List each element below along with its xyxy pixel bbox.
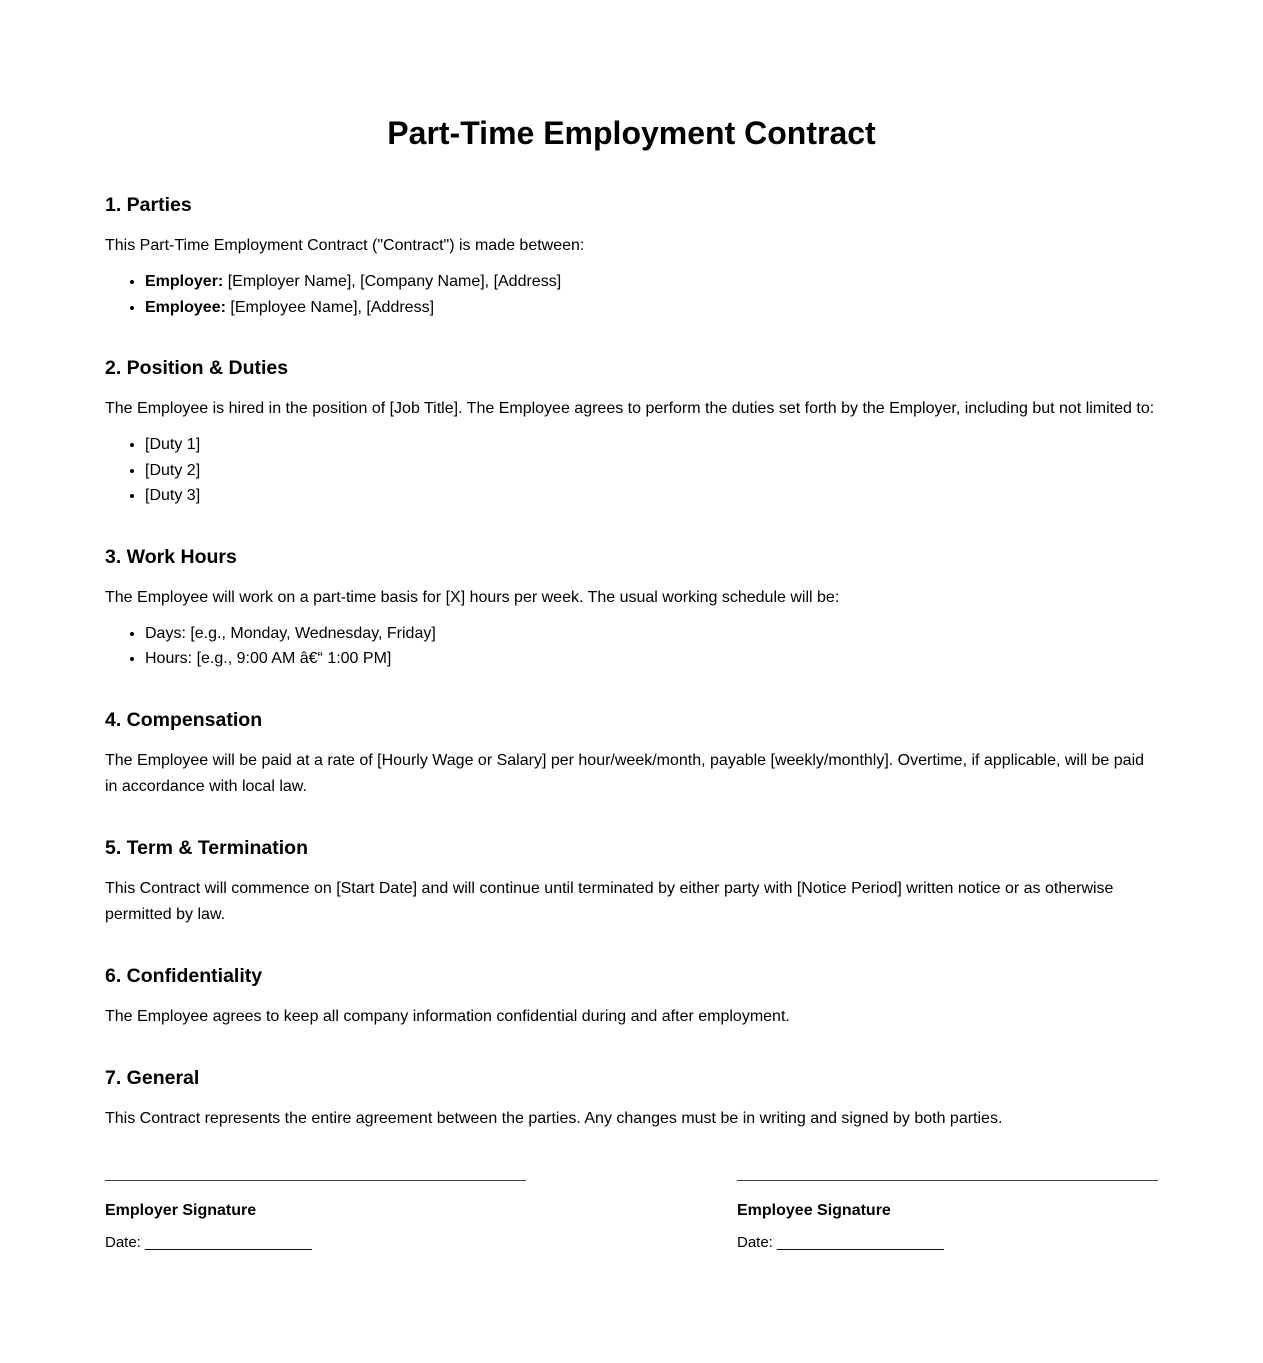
section-paragraph: The Employee will be paid at a rate of [Hourly Wage or Salary] per hour/week/month, payable [weekly/monthly]. Overtime, if applicable, will be paid in accordance with local law. (105, 751, 1145, 795)
employee-date-field: Date: ____________________ (737, 1233, 944, 1251)
section-heading: 3. Work Hours (105, 545, 237, 568)
employer-label: Employer: (145, 273, 224, 290)
list-item: • Days: [e.g., Monday, Wednesday, Friday] (145, 621, 1158, 647)
employer-signature-label: Employer Signature (105, 1201, 257, 1219)
list-item: • [Duty 1] (145, 432, 1158, 458)
section-work-hours (105, 545, 1158, 672)
section-compensation (105, 708, 1158, 800)
section-confidentiality (105, 964, 1158, 1030)
list-item: • [Duty 2] (145, 458, 1158, 484)
employer-value: [Employer Name], [Company Name], [Address] (223, 273, 562, 290)
signature-row (105, 1180, 1158, 1253)
parties-list (105, 269, 1158, 320)
section-general (105, 1066, 1158, 1132)
schedule-list (105, 621, 1158, 672)
contract-page (105, 0, 1158, 1313)
section-heading: 1. Parties (105, 194, 192, 216)
section-term-termination (105, 836, 1158, 928)
section-heading: 4. Compensation (105, 708, 263, 731)
section-paragraph: The Employee will work on a part-time basis for [X] hours per week. The usual working schedule will be: (105, 588, 840, 606)
employer-date-field: Date: ____________________ (105, 1233, 312, 1251)
employer-signature-block (105, 1180, 526, 1253)
section-heading: 2. Position & Duties (105, 357, 289, 379)
employer-signature-line (105, 1180, 526, 1181)
section-heading: 6. Confidentiality (105, 964, 263, 987)
employee-signature-line (737, 1180, 1158, 1181)
list-item-employer (145, 269, 1158, 295)
list-item: • [Duty 3] (145, 483, 1158, 509)
section-paragraph: This Contract will commence on [Start Date] and will continue until terminated by either party with [Notice Period] written notice or as otherwise permitted by law. (105, 879, 1114, 923)
list-item: • Hours: [e.g., 9:00 AM â€“ 1:00 PM] (145, 646, 1158, 672)
employee-label: Employee: (145, 298, 226, 316)
employee-value: [Employee Name], [Address] (225, 298, 435, 316)
section-paragraph: The Employee agrees to keep all company information confidential during and after employment. (105, 1007, 790, 1025)
section-paragraph: This Part-Time Employment Contract ("Contract") is made between: (105, 237, 585, 254)
section-paragraph: This Contract represents the entire agreement between the parties. Any changes must be in writing and signed by both parties. (105, 1109, 1003, 1127)
list-item-employee (145, 295, 1158, 321)
section-heading: 7. General (105, 1066, 200, 1089)
employee-signature-block (737, 1180, 1158, 1253)
section-parties (105, 193, 1158, 320)
document-title: Part-Time Employment Contract (387, 115, 876, 151)
section-heading: 5. Term & Termination (105, 836, 308, 859)
section-position-duties (105, 356, 1158, 509)
section-paragraph: The Employee is hired in the position of [Job Title]. The Employee agrees to perform the duties set forth by the Employer, including but not limited to: (105, 400, 1155, 417)
duties-list (105, 432, 1158, 509)
employee-signature-label: Employee Signature (737, 1201, 891, 1219)
